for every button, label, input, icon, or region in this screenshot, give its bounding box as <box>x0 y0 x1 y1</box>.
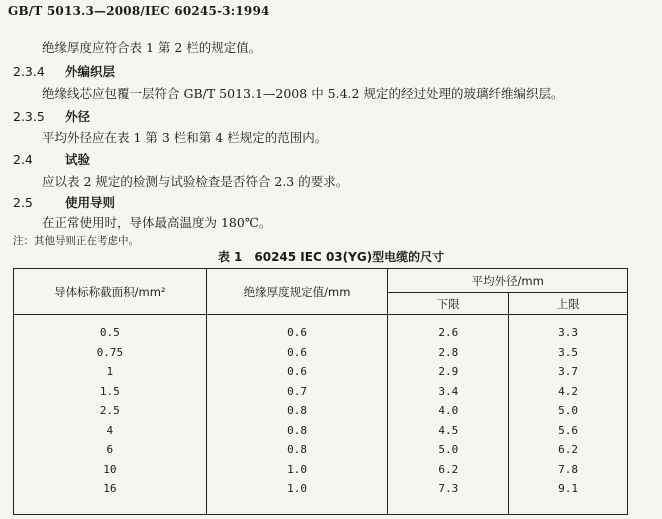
cell-insulation-thickness: 0.8 <box>287 404 307 417</box>
cell-insulation-thickness: 0.8 <box>287 443 307 456</box>
cell-insulation-thickness: 0.8 <box>287 423 307 437</box>
paragraph-insulation-thickness: 绝缘厚度应符合表 1 第 2 栏的规定值。 <box>42 40 262 55</box>
cell-lower-limit: 7.3 <box>438 482 459 495</box>
cell-upper-limit: 4.2 <box>558 384 579 398</box>
cell-upper-limit: 6.2 <box>558 443 579 456</box>
paragraph-guide: 在正常使用时，导体最高温度为 180℃。 <box>42 215 272 230</box>
section-title: 试验 <box>65 152 91 167</box>
section-2-3-4 <box>13 62 115 80</box>
header-mean-diameter: 平均外径/mm <box>388 269 628 293</box>
cell-insulation-thickness: 0.7 <box>287 384 307 398</box>
header-upper-limit: 上限 <box>509 293 628 315</box>
cell-conductor-area: 4 <box>106 423 114 437</box>
page-header: GB/T 5013.3—2008/IEC 60245-3:1994 <box>8 4 270 18</box>
header-conductor-area: 导体标称截面积/mm² <box>14 269 207 315</box>
cell-lower-limit: 2.9 <box>438 365 459 378</box>
column-upper-limit <box>509 315 628 515</box>
section-2-5 <box>13 193 115 211</box>
cell-lower-limit: 2.6 <box>438 326 459 339</box>
cell-insulation-thickness: 0.6 <box>287 326 307 339</box>
cell-conductor-area: 0.5 <box>99 326 120 339</box>
cell-lower-limit: 3.4 <box>438 384 459 398</box>
cell-insulation-thickness: 0.6 <box>287 345 307 359</box>
cell-conductor-area: 6 <box>106 443 114 456</box>
section-title: 外径 <box>65 109 91 124</box>
cell-lower-limit: 2.8 <box>438 345 459 359</box>
paragraph-outer-diameter: 平均外径应在表 1 第 3 栏和第 4 栏规定的范围内。 <box>42 130 328 145</box>
section-number: 2.3.4 <box>13 64 45 79</box>
cell-insulation-thickness: 1.0 <box>287 482 307 495</box>
cell-lower-limit: 6.2 <box>438 462 459 476</box>
column-conductor-area <box>14 315 207 515</box>
cell-upper-limit: 3.3 <box>558 326 579 339</box>
cell-upper-limit: 3.5 <box>558 345 579 359</box>
cell-conductor-area: 16 <box>103 482 117 495</box>
cell-lower-limit: 4.0 <box>438 404 459 417</box>
paragraph-braid: 绝缘线芯应包覆一层符合 GB/T 5013.1—2008 中 5.4.2 规定的经过处理的玻璃纤维编织层。 <box>42 86 564 101</box>
section-title: 使用导则 <box>65 195 116 210</box>
cell-lower-limit: 4.5 <box>438 423 459 437</box>
cell-lower-limit: 5.0 <box>438 443 459 456</box>
cell-conductor-area: 1.5 <box>99 384 120 398</box>
header-lower-limit: 下限 <box>388 293 509 315</box>
cell-insulation-thickness: 0.6 <box>287 365 307 378</box>
paragraph-tests: 应以表 2 规定的检测与试验检查是否符合 2.3 的要求。 <box>42 174 349 189</box>
cell-upper-limit: 5.6 <box>558 423 579 437</box>
table-caption: 表 1 60245 IEC 03(YG)型电缆的尺寸 <box>217 250 445 264</box>
cell-upper-limit: 5.0 <box>558 404 579 417</box>
section-number: 2.4 <box>13 152 33 167</box>
cell-upper-limit: 3.7 <box>558 365 579 378</box>
cell-upper-limit: 9.1 <box>558 482 579 495</box>
section-number: 2.5 <box>13 195 33 210</box>
dimensions-table <box>13 268 628 515</box>
section-title: 外编织层 <box>65 64 116 79</box>
cell-insulation-thickness: 1.0 <box>287 462 307 476</box>
section-2-3-5 <box>13 107 90 125</box>
column-insulation-thickness <box>206 315 388 515</box>
section-number: 2.3.5 <box>13 109 45 124</box>
cell-conductor-area: 0.75 <box>96 345 124 359</box>
cell-conductor-area: 2.5 <box>99 404 120 417</box>
section-2-4 <box>13 150 90 168</box>
note: 注：其他导则正在考虑中。 <box>13 235 139 247</box>
cell-conductor-area: 1 <box>106 365 114 378</box>
cell-upper-limit: 7.8 <box>558 462 579 476</box>
column-lower-limit <box>388 315 509 515</box>
cell-conductor-area: 10 <box>103 462 117 476</box>
header-insulation-thickness: 绝缘厚度规定值/mm <box>206 269 388 315</box>
